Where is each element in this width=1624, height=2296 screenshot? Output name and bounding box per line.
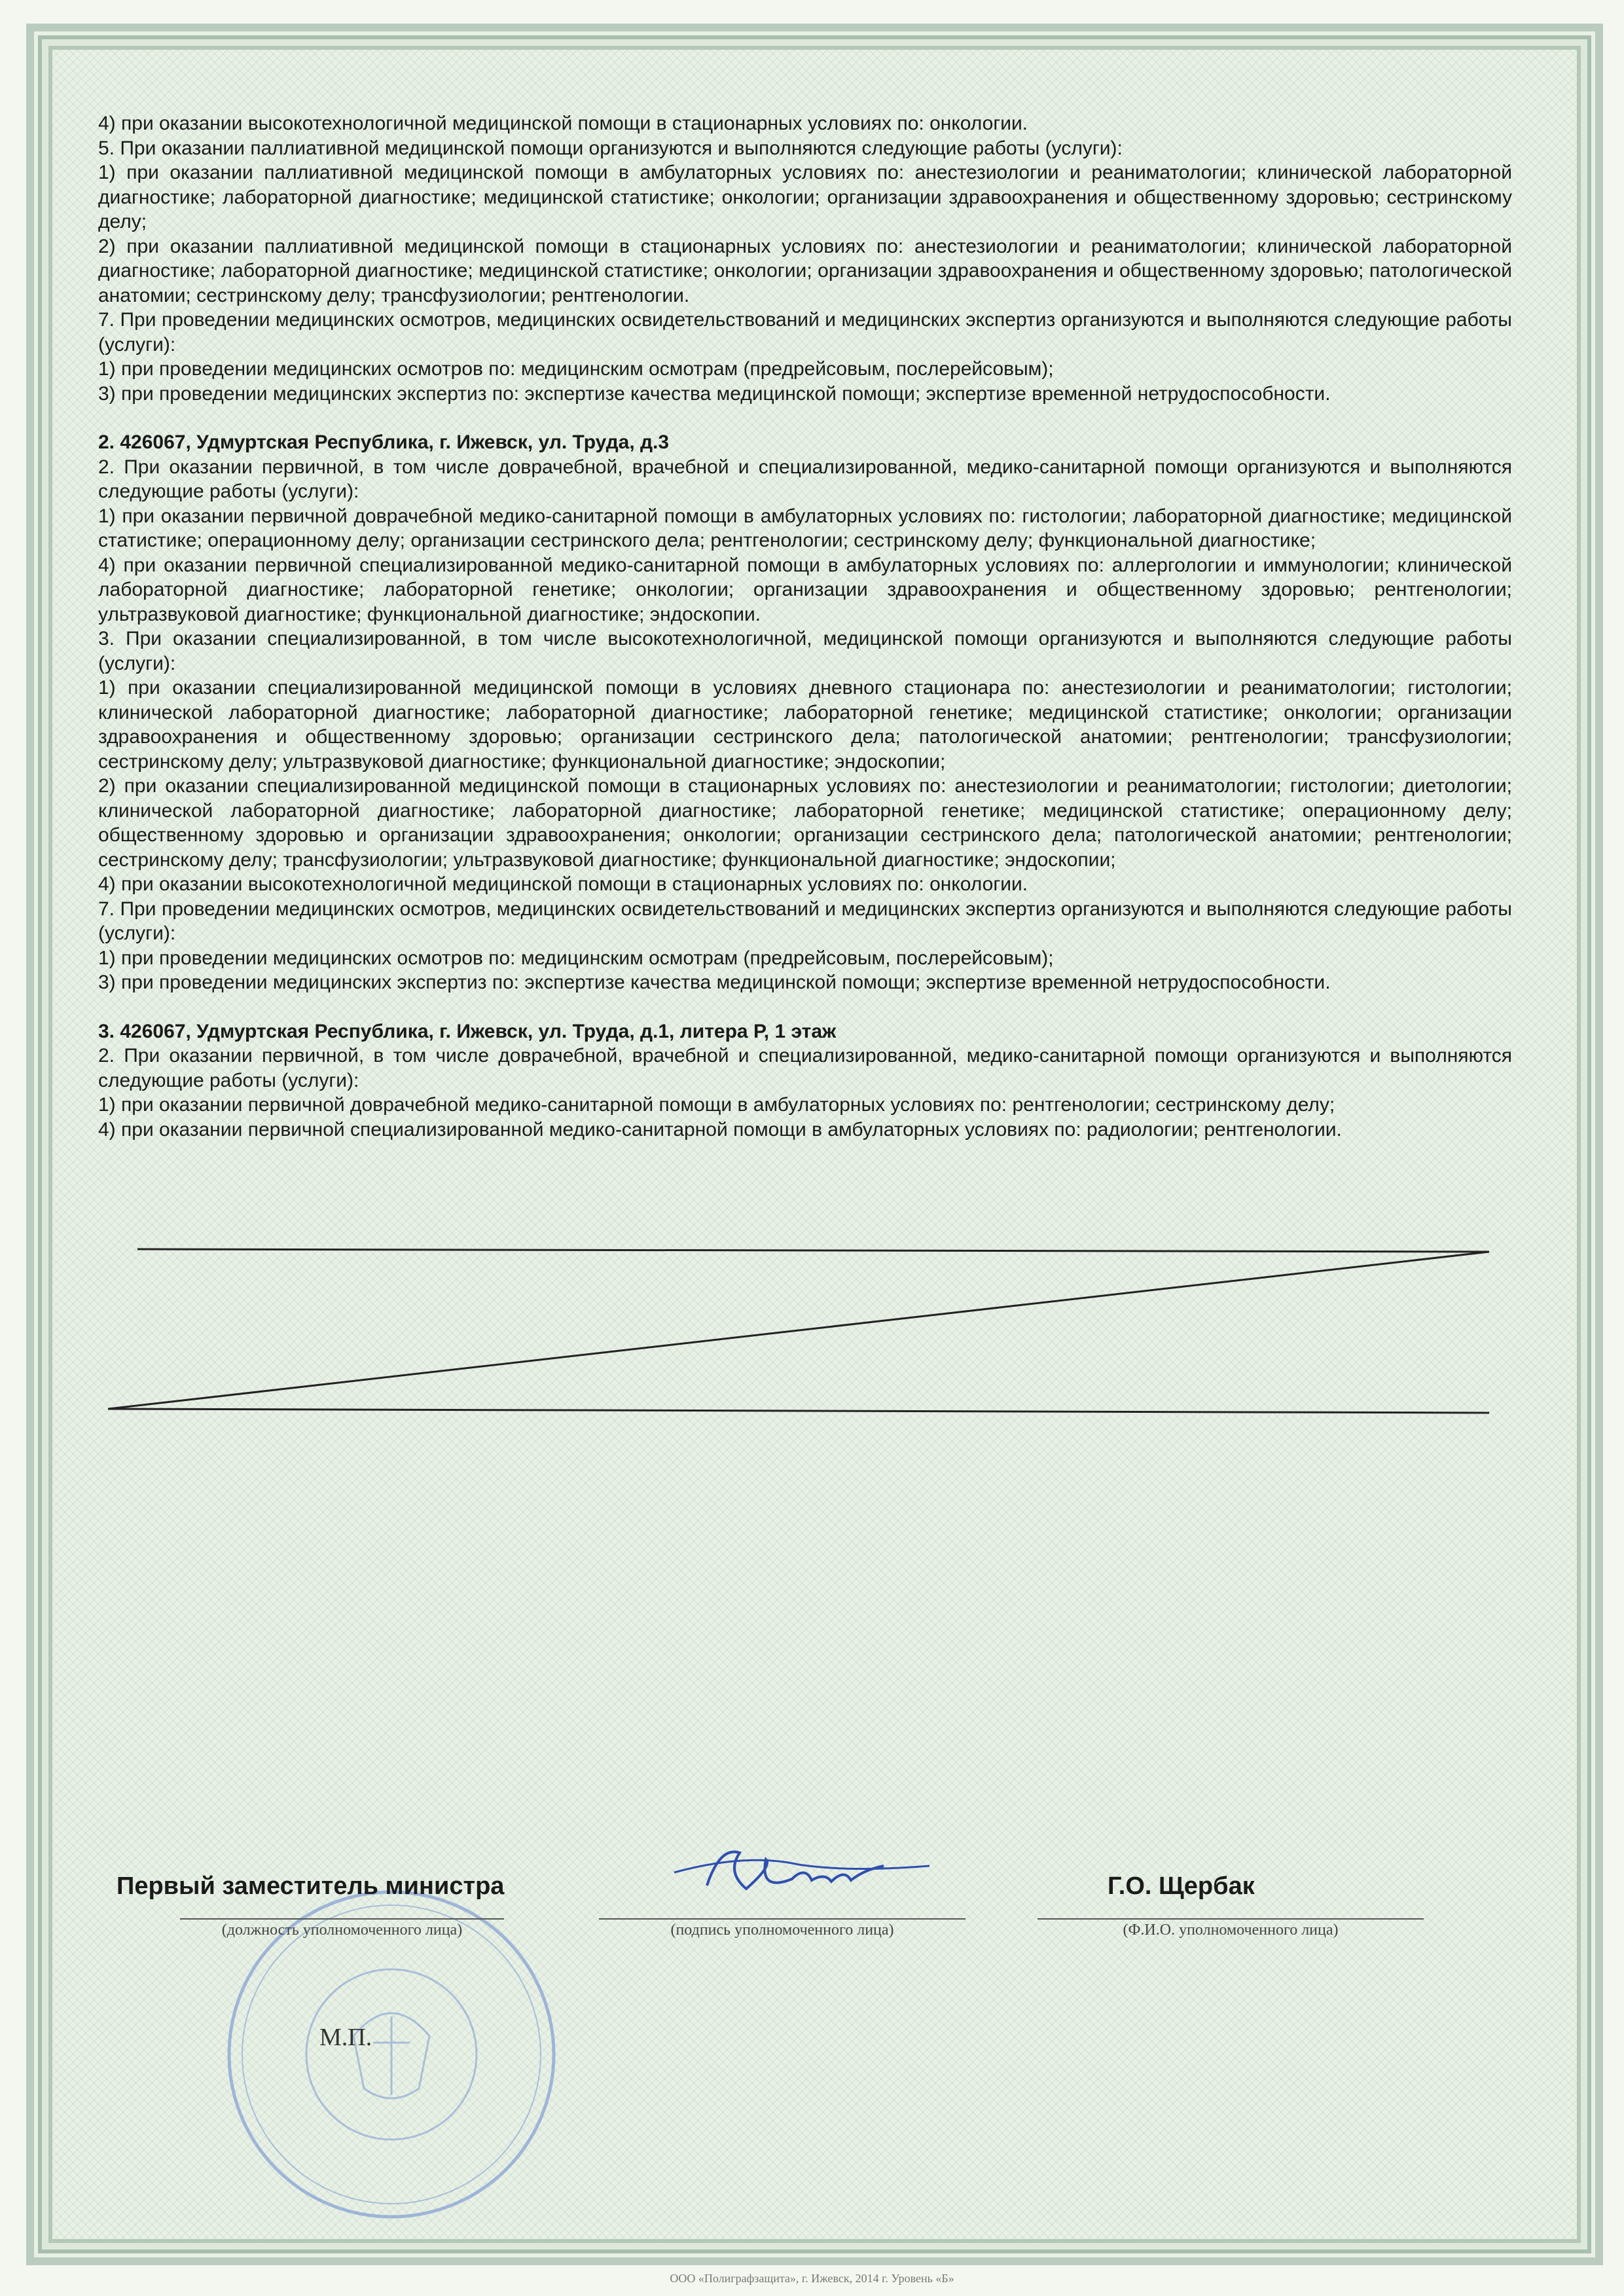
- address-heading: 3. 426067, Удмуртская Республика, г. Ижевск, ул. Труда, д.1, литера Р, 1 этаж: [98, 1020, 837, 1042]
- signatory-name: Г.О. Щербак: [1108, 1872, 1255, 1900]
- paragraph: 1) при оказании паллиативной медицинской помощи в амбулаторных условиях по: анестезиологии и реаниматологии; клинической лабораторной диагностике; лабораторной диагностике; медицинской статистике; онкологии; организации здравоохранения и общественному здоровью; сестринскому делу;: [98, 162, 1512, 232]
- paragraph: 4) при оказании высокотехнологичной медицинской помощи в стационарных условиях по: онкологии.: [98, 113, 1028, 134]
- paragraph: 1) при проведении медицинских осмотров по: медицинским осмотрам (предрейсовым, послерейсовым);: [98, 947, 1054, 969]
- paragraph: 2) при оказании паллиативной медицинской помощи в стационарных условиях по: анестезиологии и реаниматологии; клинической лабораторной диагностике; лабораторной диагностике; медицинской статистике; онкологии; организации здравоохранения и общественному здоровью; патологической анатомии; сестринскому делу; трансфузиологии; рентгенологии.: [98, 235, 1512, 306]
- paragraph: 5. При оказании паллиативной медицинской помощи организуются и выполняются следующие работы (услуги):: [98, 137, 1123, 159]
- paragraph: 4) при оказании высокотехнологичной медицинской помощи в стационарных условиях по: онкологии.: [98, 873, 1028, 895]
- paragraph: 3) при проведении медицинских экспертиз по: экспертизе качества медицинской помощи; экспертизе временной нетрудоспособности.: [98, 972, 1331, 993]
- paragraph: 4) при оказании первичной специализированной медико-санитарной помощи в амбулаторных условиях по: аллергологии и иммунологии; клинической лабораторной диагностике; лабораторной генетике; онкологии; организации здравоохранения и общественному здоровью; рентгенологии; ультразвуковой диагностике; функциональной диагностике; эндоскопии.: [98, 554, 1512, 625]
- paragraph: 7. При проведении медицинских осмотров, медицинских освидетельствований и медицинских экспертиз организуются и выполняются следующие работы (услуги):: [98, 309, 1512, 355]
- paragraph: 2) при оказании специализированной медицинской помощи в стационарных условиях по: анестезиологии и реаниматологии; гистологии; диетологии; клинической лабораторной диагностике; лабораторной диагностике; лабораторной генетике; медицинской статистике; операционному делу; общественному здоровью и организации здравоохранения; онкологии; организации сестринского дела; патологической анатомии; рентгенологии; сестринскому делу; трансфузиологии; ультразвуковой диагностике; функциональной диагностике; эндоскопии;: [98, 775, 1512, 871]
- paragraph: 1) при оказании первичной доврачебной медико-санитарной помощи в амбулаторных условиях по: гистологии; лабораторной диагностике; медицинской статистике; операционному делу; организации сестринского дела; рентгенологии; сестринскому делу; функциональной диагностике;: [98, 505, 1512, 551]
- paragraph: 3. При оказании специализированной, в том числе высокотехнологичной, медицинской помощи организуются и выполняются следующие работы (услуги):: [98, 628, 1512, 674]
- handwritten-signature: [668, 1827, 943, 1912]
- printer-footer: ООО «Полиграфзащита», г. Ижевск, 2014 г. Уровень «Б»: [670, 2272, 954, 2285]
- paragraph: 4) при оказании первичной специализированной медико-санитарной помощи в амбулаторных условиях по: радиологии; рентгенологии.: [98, 1118, 1342, 1140]
- paragraph: 7. При проведении медицинских осмотров, медицинских освидетельствований и медицинских экспертиз организуются и выполняются следующие работы (услуги):: [98, 898, 1512, 944]
- paragraph: 3) при проведении медицинских экспертиз по: экспертизе качества медицинской помощи; экспертизе временной нетрудоспособности.: [98, 382, 1331, 405]
- paragraph: 1) при оказании первичной доврачебной медико-санитарной помощи в амбулаторных условиях по: рентгенологии; сестринскому делу;: [98, 1094, 1335, 1116]
- official-seal: [223, 1886, 563, 2226]
- name-caption: (Ф.И.О. уполномоченного лица): [1123, 1922, 1339, 1939]
- paragraph: 2. При оказании первичной, в том числе доврачебной, врачебной и специализированной, медико-санитарной помощи организуются и выполняются следующие работы (услуги):: [98, 456, 1512, 502]
- address-heading: 2. 426067, Удмуртская Республика, г. Ижевск, ул. Труда, д.3: [98, 431, 670, 453]
- paragraph: 1) при оказании специализированной медицинской помощи в условиях дневного стационара по: анестезиологии и реаниматологии; гистологии; клинической лабораторной диагностике; лабораторной диагностике; лабораторной генетике; медицинской статистике; онкологии; организации здравоохранения и общественному здоровью; организации сестринского дела; патологической анатомии; рентгенологии; трансфузиологии; сестринскому делу; ультразвуковой диагностике; функциональной диагностике; эндоскопии;: [98, 677, 1512, 773]
- role-caption: (должность уполномоченного лица): [221, 1922, 463, 1939]
- paragraph: 2. При оказании первичной, в том числе доврачебной, врачебной и специализированной, медико-санитарной помощи организуются и выполняются следующие работы (услуги):: [98, 1045, 1512, 1091]
- paragraph: 1) при проведении медицинских осмотров по: медицинским осмотрам (предрейсовым, послерейсовым);: [98, 358, 1054, 380]
- signature-caption: (подпись уполномоченного лица): [670, 1922, 894, 1939]
- signatory-role: Первый заместитель министра: [117, 1872, 505, 1900]
- seal-mark-label: М.П.: [319, 2024, 372, 2051]
